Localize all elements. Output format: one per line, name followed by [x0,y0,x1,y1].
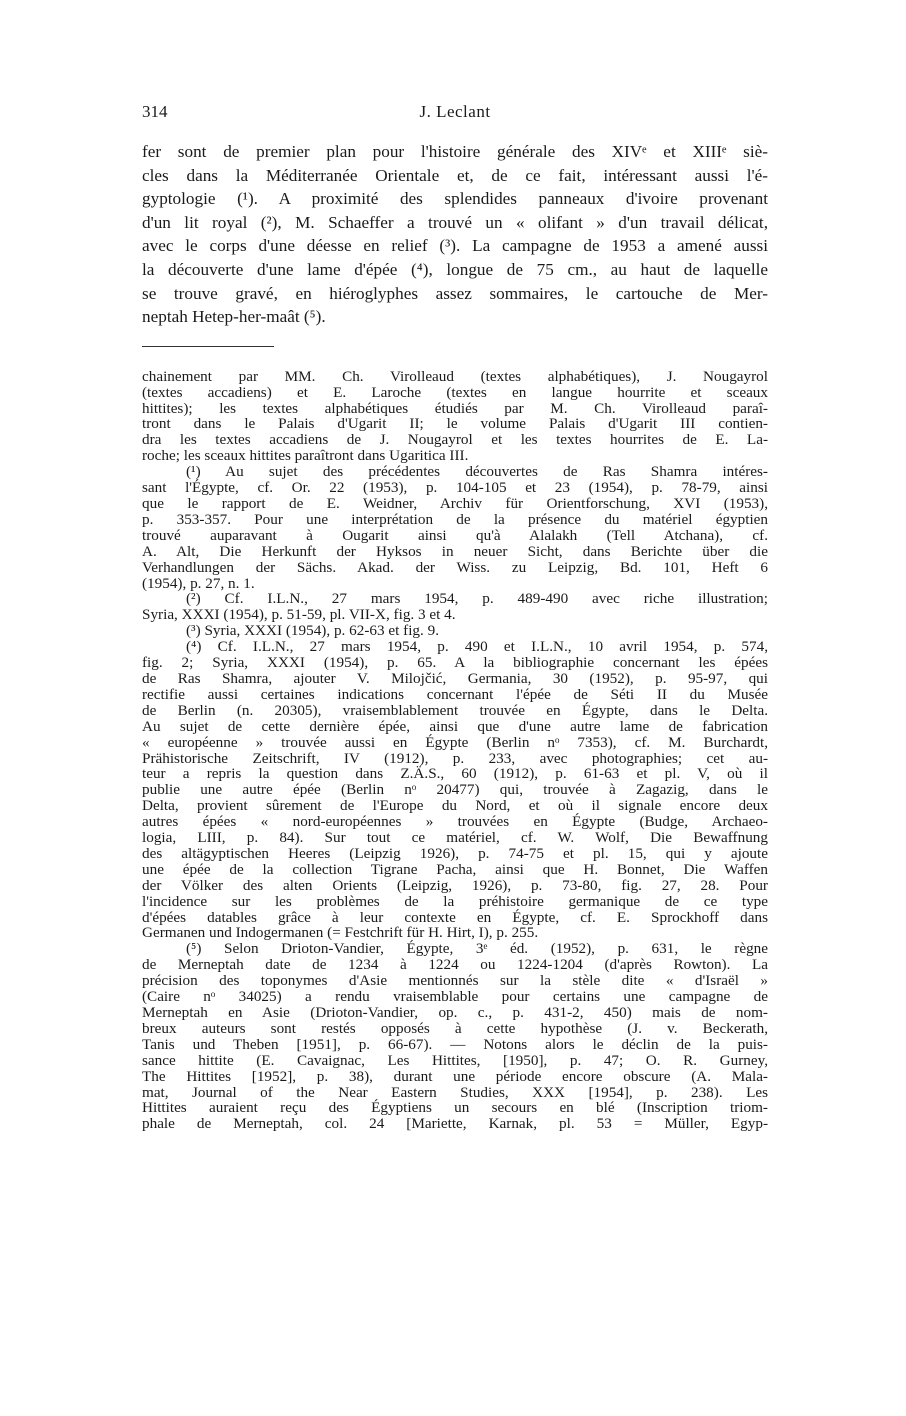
main-text-line: cles dans la Méditerranée Orientale et, de ce fait, intéressant aussi l'é- [142,165,768,185]
footnote-line: « européenne » trouvée aussi en Égypte (Berlin nᵒ 7353), cf. M. Burchardt, [142,733,768,751]
main-text-line: neptah Hetep-her-maât (⁵). [142,307,326,327]
footnote-line: hittites); les textes alphabétiques étudiés par M. Ch. Virolleaud paraî- [142,399,768,417]
footnote-line: dra les textes accadiens de J. Nougayrol et les textes hourrites de E. La- [142,431,768,449]
footnote-line: fig. 2; Syria, XXXI (1954), p. 65. A la bibliographie concernant les épées [142,654,768,672]
footnote-line: de Ras Shamra, ajouter V. Milojčić, Germania, 30 (1952), p. 95-97, qui [142,669,768,687]
footnote-line: trouvé auparavant à Ougarit ainsi qu'à Alalakh (Tell Atchana), cf. [142,526,768,544]
footnote-line: Merneptah en Asie (Drioton-Vandier, op. c., p. 431-2, 450) mais de nom- [142,1004,768,1021]
footnote-line: breux auteurs sont restés opposés à cette hypothèse (J. v. Beckerath, [142,1019,768,1037]
main-text-line: avec le corps d'une déesse en relief (³). La campagne de 1953 a amené aussi [142,236,768,256]
footnote-line: autres épées « nord-européennes » trouvées en Égypte (Budge, Archaeo- [142,813,768,831]
footnote-line: tront dans le Palais d'Ugarit II; le volume Palais d'Ugarit III contien- [142,415,768,433]
main-text-line: la découverte d'une lame d'épée (⁴), longue de 75 cm., au haut de laquelle [142,259,768,279]
footnote-line: Syria, XXXI (1954), p. 51-59, pl. VII-X, fig. 3 et 4. [142,606,456,624]
footnote-line: chainement par MM. Ch. Virolleaud (textes alphabétiques), J. Nougayrol [142,367,768,385]
footnote-line: Delta, provient sûrement de l'Europe du Nord, et où il signale encore deux [142,797,768,815]
footnote-5-line: (⁵) Selon Drioton-Vandier, Égypte, 3ᵉ éd. (1952), p. 631, le règne [186,940,768,958]
footnote-line: The Hittites [1952], p. 38), durant une période encore obscure (A. Mala- [142,1067,768,1085]
footnote-line: (textes accadiens) et E. Laroche (textes en langue hourrite et sceaux [142,383,768,401]
footnote-line: que le rapport de E. Weidner, Archiv für Orientforschung, XVI (1953), [142,495,768,512]
footnote-2-line: (²) Cf. I.L.N., 27 mars 1954, p. 489-490 avec riche illustration; [186,590,768,608]
footnote-line: roche; les sceaux hittites paraîtront dans Ugaritica III. [142,447,469,465]
footnote-line: précision des toponymes d'Asie mentionnés sur la stèle dite « d'Israël » [142,972,768,990]
footnote-line: der Völker des alten Orients (Leipzig, 1926), p. 73-80, fig. 27, 28. Pour [142,876,768,894]
main-text-line: d'un lit royal (²), M. Schaeffer a trouvé un « olifant » d'un travail délicat, [142,212,768,232]
main-text [142,140,768,329]
footnote-line: publie une autre épée (Berlin nᵒ 20477) qui, trouvée à Zagazig, dans le [142,781,768,799]
footnote-line: (Caire nᵒ 34025) a rendu vraisemblable pour certains une campagne de [142,988,768,1006]
footnote-line: d'épées datables grâce à leur contexte en Égypte, cf. E. Sprockhoff dans [142,908,768,926]
footnote-1-line: (¹) Au sujet des précédentes découvertes de Ras Shamra intéres- [186,463,768,481]
footnote-line: logia, LIII, p. 84). Sur tout ce matériel, cf. W. Wolf, Die Bewaffnung [142,829,768,847]
footnote-line: teur a repris la question dans Z.Ä.S., 60 (1912), p. 61-63 et pl. V, où il [142,765,768,783]
footnote-line: Hittites auraient reçu des Égyptiens un secours en blé (Inscription triom- [142,1099,768,1117]
running-head [142,102,768,130]
footnote-line: l'incidence sur les problèmes de la préhistoire germanique de ce type [142,892,768,910]
footnote-4-line: (⁴) Cf. I.L.N., 27 mars 1954, p. 490 et I.L.N., 10 avril 1954, p. 574, [186,638,768,656]
footnotes [142,369,768,1133]
footnote-line: mat, Journal of the Near Eastern Studies, XXX [1954], p. 238). Les [142,1083,768,1101]
footnote-line: une épée de la collection Tigrane Pacha, ainsi que H. Bonnet, Die Waffen [142,860,768,878]
footnote-line: rectifie aussi certaines indications concernant l'épée de Séti II du Musée [142,685,768,703]
main-text-line: gyptologie (¹). A proximité des splendides panneaux d'ivoire provenant [142,189,768,209]
footnote-separator [142,346,274,347]
footnote-3-line: (³) Syria, XXXI (1954), p. 62-63 et fig. 9. [186,622,439,640]
page-number: 314 [142,102,168,121]
footnote-line: Tanis und Theben [1951], p. 66-67). — Notons alors le déclin de la puis- [142,1035,768,1053]
running-title: J. Leclant [419,102,491,121]
main-text-line: se trouve gravé, en hiéroglyphes assez sommaires, le cartouche de Mer- [142,283,768,303]
footnote-line: de Merneptah date de 1234 à 1224 ou 1224-1204 (d'après Rowton). La [142,956,768,974]
footnote-line: Prähistorische Zeitschrift, IV (1912), p. 233, avec photographies; cet au- [142,749,768,767]
journal-page [142,102,768,1132]
footnote-line: des altägyptischen Heeres (Leipzig 1926), p. 74-75 et pl. 15, qui y ajoute [142,844,768,862]
footnote-line: sance hittite (E. Cavaignac, Les Hittites, [1950], p. 47; O. R. Gurney, [142,1051,768,1069]
footnote-line: p. 353-357. Pour une interprétation de la présence du matériel égyptien [142,510,768,528]
footnote-line: sant l'Égypte, cf. Or. 22 (1953), p. 104-105 et 23 (1954), p. 78-79, ainsi [142,479,768,497]
footnote-line: de Berlin (n. 20305), vraisemblablement trouvée en Égypte, dans le Delta. [142,701,768,719]
main-text-line: fer sont de premier plan pour l'histoire générale des XIVᵉ et XIIIᵉ siè- [142,142,768,161]
footnote-line: (1954), p. 27, n. 1. [142,574,255,592]
footnote-line: A. Alt, Die Herkunft der Hyksos in neuer Sicht, dans Berichte über die [142,542,768,560]
footnote-line: Verhandlungen der Sächs. Akad. der Wiss. zu Leipzig, Bd. 101, Heft 6 [142,558,768,576]
footnote-line: Germanen und Indogermanen (= Festchrift für H. Hirt, I), p. 255. [142,924,539,942]
footnote-line: phale de Merneptah, col. 24 [Mariette, Karnak, pl. 53 = Müller, Egyp- [142,1115,768,1133]
footnote-line: Au sujet de cette dernière épée, ainsi que d'une autre lame de fabrication [142,717,768,735]
